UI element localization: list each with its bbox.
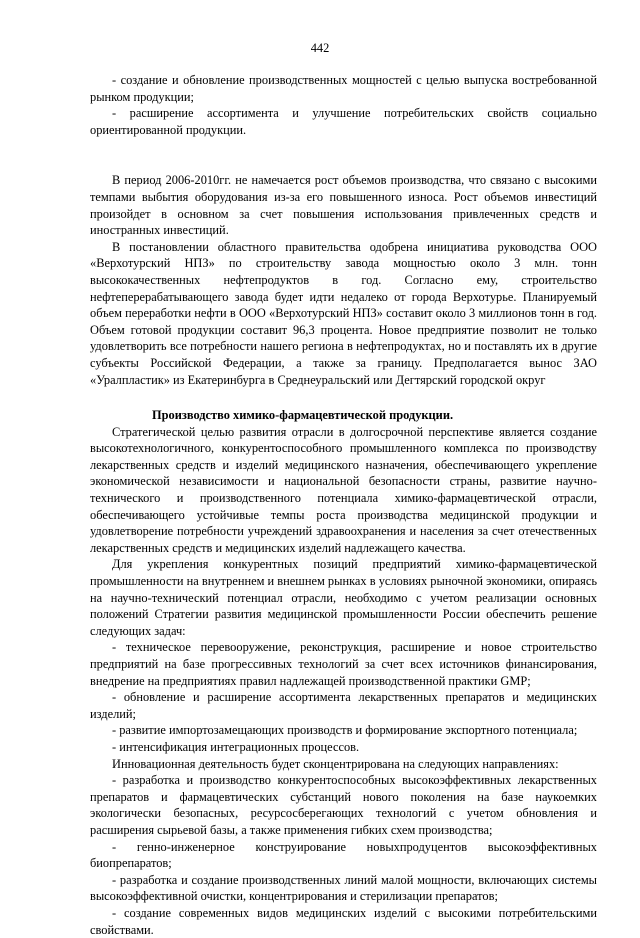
section-heading: Производство химико-фармацевтической продукции. bbox=[152, 408, 454, 423]
paragraph-gap bbox=[90, 138, 597, 155]
innovation-item-4: - создание современных видов медицинских изделий с высокими потребительскими свойствами. bbox=[90, 905, 597, 937]
paragraph-strategic-goal: Стратегической целью развития отрасли в долгосрочной перспективе является создание высокотехнологичного, конкурентоспособного промышленного комплекса по производству лекарственных средств и изделий медицинского назначения, обеспечивающего укрепление экономической независимости и национальной безопасности страны, развитие научно-технического и производственного потенциала химико-фармацевтической отрасли, обеспечивающего устойчивые темпы роста производства медицинской продукции и удовлетворение потребности учреждений здравоохранения и населения за счет отечественных лекарственных средств и медицинских изделий надлежащего качества. bbox=[90, 424, 597, 555]
innovation-item-3: - разработка и создание производственных линий малой мощности, включающих системы высокоэффективной очистки, концентрирования и стерилизации препаратов; bbox=[90, 872, 597, 904]
task-item-1: - техническое перевооружение, реконструкция, расширение и новое строительство предприятий на базе прогрессивных технологий за счет всех источников финансирования, внедрение на предприятиях правил надлежащей производственной практики GMP; bbox=[90, 640, 597, 688]
paragraph-competitive-position: Для укрепления конкурентных позиций предприятий химико-фармацевтической промышленности на внутреннем и внешнем рынках в условиях рыночной экономики, опираясь на научно-технический потенциал отрасли, необходимо с учетом реализации основных положений Стратегии развития медицинской промышленности России обеспечить решение следующих задач: bbox=[90, 557, 597, 638]
intro-item-1: - создание и обновление производственных мощностей с целью выпуска востребованной рынком продукции; bbox=[90, 73, 597, 104]
paragraph-gap bbox=[90, 388, 597, 405]
paragraph-verkhoturye-refinery: В постановлении областного правительства одобрена инициатива руководства ООО «Верхотурский НПЗ» по строительству завода мощностью около 3 млн. тонн высококачественных нефтепродуктов в год. Согласно ему, строительство нефтеперерабатывающего завода будет идти недалеко от города Верхотурье. Планируемый объем переработки нефти в ООО «Верхотурский НПЗ» составит около 3 миллионов тонн в год. Объем готовой продукции составит 96,3 процента. Новое предприятие позволит не только удовлетворить все потребности нашего региона в нефтепродуктах, но и поставлять их в другие субъекты Российской Федерации, а также за границу. Предполагается вынос ЗАО «Уралпластик» из Екатеринбурга в Среднеуральский или Дегтярский городской округ bbox=[90, 239, 597, 387]
document-body bbox=[90, 72, 597, 938]
innovation-item-2: - генно-инженерное конструирование новыхпродуцентов высокоэффективных биопрепаратов; bbox=[90, 839, 597, 871]
task-item-2: - обновление и расширение ассортимента лекарственных препаратов и медицинских изделий; bbox=[90, 690, 597, 721]
intro-item-2: - расширение ассортимента и улучшение потребительских свойств социально ориентированной продукции. bbox=[90, 106, 597, 137]
task-item-4: - интенсификация интеграционных процессов. bbox=[112, 739, 360, 754]
paragraph-production-volume: В период 2006-2010гг. не намечается рост объемов производства, что связано с высокими темпами выбытия оборудования из-за его повышенного износа. Рост объемов инвестиций произойдет в основном за счет повышения использования привлеченных средств и иностранных инвестиций. bbox=[90, 173, 597, 238]
innovation-intro: Инновационная деятельность будет сконцентрирована на следующих направлениях: bbox=[112, 756, 559, 771]
innovation-item-1: - разработка и производство конкурентоспособных высокоэффективных лекарственных препаратов и фармацевтических субстанций нового поколения на базе наукоемких экологически безопасных, ресурсосберегающих технологий с учетом обновления и расширения сырьевой базы, а также применения гибких схем производства; bbox=[90, 773, 597, 837]
task-item-3: - развитие импортозамещающих производств и формирование экспортного потенциала; bbox=[112, 723, 578, 738]
paragraph-gap bbox=[90, 155, 597, 172]
page-number: 442 bbox=[310, 41, 330, 55]
